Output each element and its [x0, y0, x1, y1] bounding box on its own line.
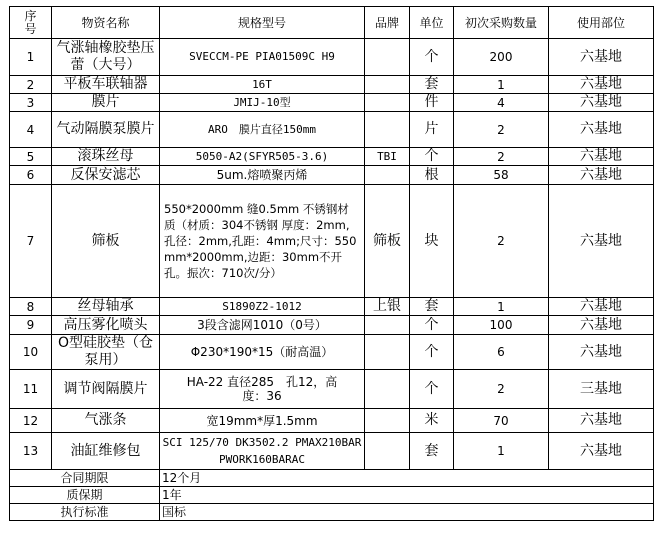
- row-no: 13: [10, 433, 52, 470]
- row-spec: 3段含滤网1010（0号）: [160, 316, 365, 335]
- row-spec: 宽19mm*厚1.5mm: [160, 409, 365, 433]
- procurement-table: [9, 6, 654, 521]
- row-qty: 200: [454, 39, 549, 76]
- footer-label: 质保期: [10, 487, 160, 504]
- row-no: 5: [10, 148, 52, 166]
- footer-value: 国标: [160, 504, 654, 521]
- row-qty: 6: [454, 335, 549, 370]
- row-site: 六基地: [549, 166, 654, 185]
- row-unit: 套: [410, 76, 454, 94]
- row-site: 六基地: [549, 39, 654, 76]
- row-qty: 1: [454, 433, 549, 470]
- row-site: 六基地: [549, 335, 654, 370]
- row-brand: [365, 39, 410, 76]
- row-name: 丝母轴承: [52, 298, 160, 316]
- row-qty: 2: [454, 185, 549, 298]
- row-qty: 58: [454, 166, 549, 185]
- row-no: 9: [10, 316, 52, 335]
- row-name: 膜片: [52, 94, 160, 112]
- row-qty: 2: [454, 112, 549, 148]
- row-site: 六基地: [549, 316, 654, 335]
- table-row: [10, 166, 654, 185]
- row-site: 六基地: [549, 433, 654, 470]
- row-spec: SCI 125/70 DK3502.2 PMAX210BARPWORK160BARAC: [160, 433, 365, 470]
- footer-row: [10, 470, 654, 487]
- row-brand: [365, 433, 410, 470]
- row-spec: S1890Z2-1012: [160, 298, 365, 316]
- row-no: 2: [10, 76, 52, 94]
- header-row: [10, 7, 654, 39]
- row-name: 高压雾化喷头: [52, 316, 160, 335]
- header-qty: 初次采购数量: [454, 7, 549, 39]
- row-name: 气涨轴橡胶垫压蕾（大号）: [52, 39, 160, 76]
- row-unit: 片: [410, 112, 454, 148]
- table-row: [10, 148, 654, 166]
- row-brand: [365, 166, 410, 185]
- table-row: [10, 335, 654, 370]
- row-no: 8: [10, 298, 52, 316]
- table-row: [10, 409, 654, 433]
- row-spec: ARO 膜片直径150mm: [160, 112, 365, 148]
- row-name: 平板车联轴器: [52, 76, 160, 94]
- table-row: [10, 370, 654, 409]
- header-unit: 单位: [410, 7, 454, 39]
- header-no: 序号: [10, 7, 52, 39]
- row-site: 六基地: [549, 148, 654, 166]
- row-no: 10: [10, 335, 52, 370]
- row-qty: 70: [454, 409, 549, 433]
- row-unit: 个: [410, 39, 454, 76]
- footer-value: 12个月: [160, 470, 654, 487]
- header-name: 物资名称: [52, 7, 160, 39]
- row-unit: 块: [410, 185, 454, 298]
- row-name: 气动隔膜泵膜片: [52, 112, 160, 148]
- header-spec: 规格型号: [160, 7, 365, 39]
- row-name: 气涨条: [52, 409, 160, 433]
- row-qty: 1: [454, 76, 549, 94]
- table-row: [10, 94, 654, 112]
- row-no: 11: [10, 370, 52, 409]
- row-brand: [365, 112, 410, 148]
- row-brand: TBI: [365, 148, 410, 166]
- row-brand: 上银: [365, 298, 410, 316]
- row-name: 油缸维修包: [52, 433, 160, 470]
- row-unit: 个: [410, 148, 454, 166]
- row-unit: 套: [410, 433, 454, 470]
- row-brand: [365, 370, 410, 409]
- row-unit: 根: [410, 166, 454, 185]
- row-site: 六基地: [549, 409, 654, 433]
- table-row: [10, 112, 654, 148]
- row-site: 六基地: [549, 298, 654, 316]
- table-row: [10, 185, 654, 298]
- row-name: 反保安滤芯: [52, 166, 160, 185]
- row-site: 六基地: [549, 76, 654, 94]
- header-site: 使用部位: [549, 7, 654, 39]
- row-qty: 1: [454, 298, 549, 316]
- row-spec: 5050-A2(SFYR505-3.6): [160, 148, 365, 166]
- row-spec: 550*2000mm 缝0.5mm 不锈钢材质（材质：304不锈钢 厚度：2mm,孔径：2mm,孔距：4mm;尺寸：550mm*2000mm,边距：30mm不开孔。振次：710次/分）: [160, 185, 365, 298]
- table-row: [10, 39, 654, 76]
- row-no: 12: [10, 409, 52, 433]
- row-no: 4: [10, 112, 52, 148]
- table-row: [10, 76, 654, 94]
- row-site: 六基地: [549, 185, 654, 298]
- row-site: 六基地: [549, 112, 654, 148]
- row-no: 7: [10, 185, 52, 298]
- row-qty: 100: [454, 316, 549, 335]
- row-brand: [365, 76, 410, 94]
- footer-value: 1年: [160, 487, 654, 504]
- row-name: 筛板: [52, 185, 160, 298]
- row-brand: [365, 335, 410, 370]
- row-brand: [365, 94, 410, 112]
- header-brand: 品牌: [365, 7, 410, 39]
- row-qty: 2: [454, 370, 549, 409]
- row-site: 三基地: [549, 370, 654, 409]
- row-unit: 个: [410, 370, 454, 409]
- row-qty: 2: [454, 148, 549, 166]
- row-brand: 筛板: [365, 185, 410, 298]
- footer-label: 合同期限: [10, 470, 160, 487]
- row-spec: 16T: [160, 76, 365, 94]
- row-name: O型硅胶垫（仓泵用）: [52, 335, 160, 370]
- row-brand: [365, 316, 410, 335]
- table-row: [10, 433, 654, 470]
- footer-row: [10, 504, 654, 521]
- row-name: 调节阀隔膜片: [52, 370, 160, 409]
- row-name: 滚珠丝母: [52, 148, 160, 166]
- row-brand: [365, 409, 410, 433]
- footer-row: [10, 487, 654, 504]
- table-row: [10, 298, 654, 316]
- row-unit: 米: [410, 409, 454, 433]
- row-spec: Φ230*190*15（耐高温）: [160, 335, 365, 370]
- row-site: 六基地: [549, 94, 654, 112]
- table-row: [10, 316, 654, 335]
- row-spec: HA-22 直径285 孔12，高度：36: [160, 370, 365, 409]
- row-unit: 件: [410, 94, 454, 112]
- row-qty: 4: [454, 94, 549, 112]
- row-unit: 套: [410, 298, 454, 316]
- row-no: 3: [10, 94, 52, 112]
- row-unit: 个: [410, 335, 454, 370]
- row-spec: JMIJ-10型: [160, 94, 365, 112]
- footer-label: 执行标准: [10, 504, 160, 521]
- row-no: 1: [10, 39, 52, 76]
- row-unit: 个: [410, 316, 454, 335]
- row-spec: 5um.熔喷聚丙烯: [160, 166, 365, 185]
- row-spec: SVECCM-PE PIA01509C H9: [160, 39, 365, 76]
- row-no: 6: [10, 166, 52, 185]
